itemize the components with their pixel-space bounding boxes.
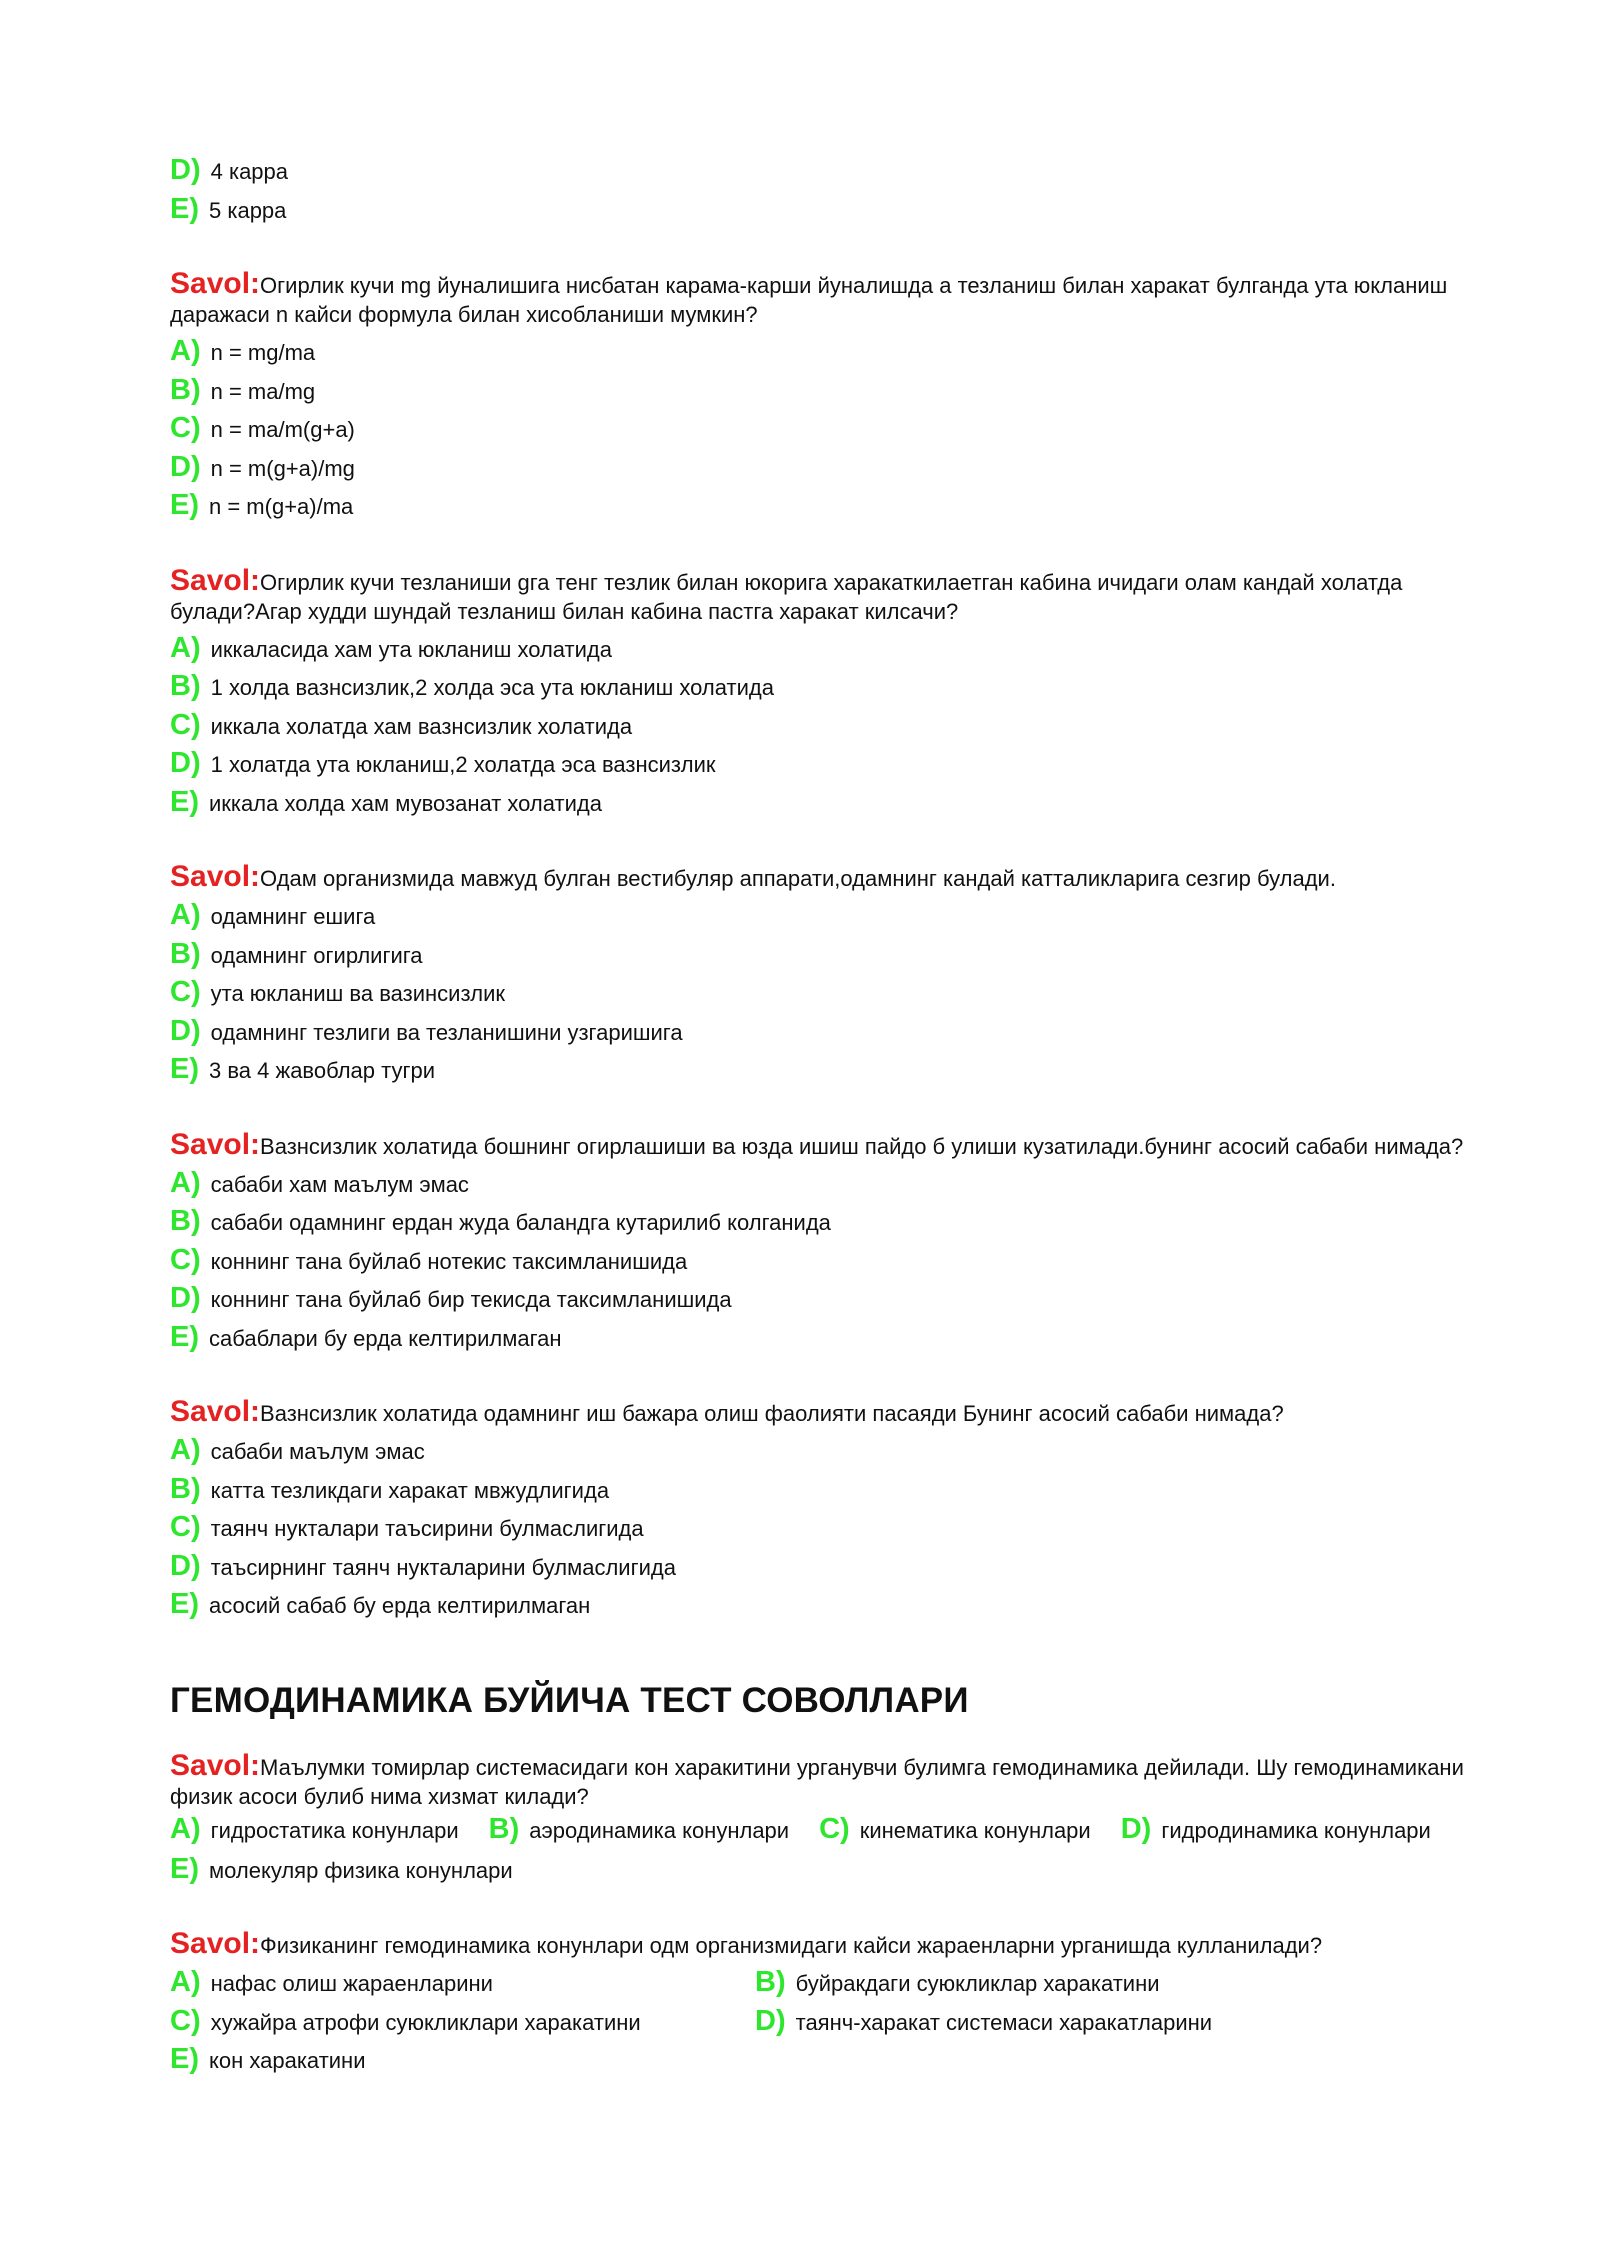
option-e <box>170 1851 1470 1890</box>
option-text: одамнинг тезлиги ва тезланишини узгаришига <box>210 1019 683 1045</box>
option-d <box>170 449 1470 488</box>
option-letter: A) <box>170 1434 201 1466</box>
inline-options <box>170 1812 1470 1845</box>
option-text: сабаби хам маълум эмас <box>210 1171 469 1197</box>
option-letter: D) <box>170 1014 201 1047</box>
option-letter: C) <box>170 708 201 741</box>
option-text: таъсирнинг таянч нукталарини булмаслигида <box>210 1554 676 1580</box>
option-letter: D) <box>170 1549 201 1582</box>
option-text: сабаби одамнинг ердан жуда баландга кутарилиб колганида <box>210 1210 831 1235</box>
option-letter: C) <box>170 412 201 444</box>
option-letter: B) <box>170 937 201 970</box>
option-text: иккаласида хам ута юкланиш холатида <box>210 636 612 662</box>
two-column-options <box>170 1964 1470 2041</box>
option-letter: E) <box>170 1588 199 1620</box>
savol-label: Savol: <box>170 860 261 893</box>
option-letter: C) <box>819 1812 850 1845</box>
option-letter: B) <box>755 1966 786 1998</box>
option-text: аэродинамика конунлари <box>529 1817 790 1843</box>
option-a <box>170 333 1470 372</box>
option-c <box>170 707 1470 746</box>
option-a <box>170 1812 459 1845</box>
option-d <box>170 152 1470 191</box>
option-a <box>170 630 1470 669</box>
option-d <box>170 745 1470 784</box>
option-letter: D) <box>170 747 201 779</box>
option-b <box>170 1471 1470 1510</box>
option-letter: D) <box>1120 1812 1152 1845</box>
option-text: асосий сабаб бу ерда келтирилмаган <box>209 1593 591 1618</box>
option-c <box>170 1509 1470 1548</box>
option-letter: A) <box>170 899 201 931</box>
option-c <box>170 410 1470 449</box>
option-text: ута юкланиш ва вазинсизлик <box>210 981 506 1006</box>
option-b <box>170 936 1470 975</box>
option-letter: E) <box>170 192 199 225</box>
question-text: Savol:Вазнсизлик холатида бошнинг огирлашиши ва юзда ишиш пайдо б улиши кузатилади.бунинг асосий сабаби нимада? <box>170 1127 1464 1161</box>
option-letter: A) <box>170 1966 201 1998</box>
option-text: n = m(g+a)/ma <box>209 494 354 519</box>
option-letter: B) <box>170 1205 201 1237</box>
question-text: Savol:Огирлик кучи mg йуналишига нисбатан карама-карши йуналишда a тезланиш билан харакат булганда ута юкланиш даражаси n кайси формула билан хисобланиши мумкин? <box>170 267 1448 327</box>
option-text: коннинг тана буйлаб нотекис таксимланишида <box>210 1248 688 1274</box>
option-e <box>170 784 1470 823</box>
option-text: буйракдаги суюкликлар харакатини <box>795 1971 1160 1996</box>
option-letter: D) <box>170 450 201 483</box>
option-b <box>170 372 1470 411</box>
option-d <box>170 1013 1470 1052</box>
option-text: сабаби маълум эмас <box>210 1439 425 1464</box>
option-letter: D) <box>755 2004 786 2037</box>
option-e <box>170 1051 1470 1090</box>
document-content <box>170 152 1470 2080</box>
question-text: Savol:Одам организмида мавжуд булган вестибуляр аппарати,одамнинг кандай катталикларига сезгир булади. <box>170 860 1336 893</box>
option-letter: E) <box>170 785 199 818</box>
option-text: таянч нукталари таъсирини булмаслигида <box>210 1516 644 1541</box>
option-c <box>170 2003 755 2042</box>
option-text: 5 карра <box>209 197 287 223</box>
option-letter: C) <box>170 976 201 1008</box>
option-text: 4 карра <box>210 159 289 184</box>
option-e <box>170 191 1470 230</box>
option-text: n = ma/mg <box>210 378 316 404</box>
option-letter: E) <box>170 489 199 521</box>
question-block <box>170 563 1470 823</box>
savol-label: Savol: <box>170 1927 261 1960</box>
question-text: Savol:Маълумки томирлар системасидаги кон харакитини урганувчи булимга гемодинамика дейилади. Шу гемодинамикани физик асоси булиб нима хизмат килади? <box>170 1748 1464 1809</box>
option-d <box>170 1280 1470 1319</box>
option-text: 1 холда вазнсизлик,2 холда эса ута юкланиш холатида <box>210 675 774 700</box>
option-text: 3 ва 4 жавоблар тугри <box>209 1058 436 1083</box>
option-letter: E) <box>170 1852 199 1885</box>
option-text: иккала холатда хам вазнсизлик холатида <box>210 713 633 739</box>
section-heading: ГЕМОДИНАМИКА БУЙИЧА ТЕСТ СОВОЛЛАРИ <box>170 1680 969 1720</box>
option-text: одамнинг огирлигига <box>210 942 423 968</box>
option-letter: B) <box>170 373 201 406</box>
option-letter: E) <box>170 2043 199 2075</box>
option-c <box>170 974 1470 1013</box>
option-text: кон харакатини <box>209 2048 366 2073</box>
option-letter: A) <box>170 335 201 367</box>
option-c <box>170 1242 1470 1281</box>
option-text: молекуляр физика конунлари <box>209 1857 513 1883</box>
question-block <box>170 1929 1470 2080</box>
option-letter: E) <box>170 1320 199 1353</box>
option-text: кинематика конунлари <box>859 1817 1091 1843</box>
option-letter: A) <box>170 1812 201 1845</box>
option-e <box>170 1586 1470 1625</box>
option-text: сабаблари бу ерда келтирилмаган <box>209 1325 562 1351</box>
option-text: хужайра атрофи суюкликлари харакатини <box>210 2009 641 2035</box>
question-text: Savol:Физиканинг гемодинамика конунлари одм организмидаги кайси жараенларни урганишда кулланилади? <box>170 1927 1323 1960</box>
question-text: Savol:Вазнсизлик холатида одамнинг иш бажара олиш фаолияти пасаяди Бунинг асосий сабаби нимада? <box>170 1395 1284 1428</box>
option-b <box>170 668 1470 707</box>
option-letter: C) <box>170 2004 201 2037</box>
option-c <box>819 1812 1091 1845</box>
option-text: одамнинг ешига <box>210 904 376 929</box>
option-text: n = mg/ma <box>210 340 316 365</box>
savol-label: Savol: <box>170 1127 261 1161</box>
option-letter: D) <box>170 1282 201 1314</box>
top-options <box>170 152 1470 229</box>
option-text: нафас олиш жараенларини <box>210 1971 493 1996</box>
option-e <box>170 2041 1470 2080</box>
option-a <box>170 1165 1470 1204</box>
option-text: иккала холда хам мувозанат холатида <box>209 790 602 816</box>
option-a <box>170 897 1470 936</box>
savol-label: Savol: <box>170 563 261 597</box>
question-block <box>170 1748 1470 1890</box>
option-b <box>755 1964 1355 2003</box>
option-b <box>488 1812 790 1845</box>
option-letter: A) <box>170 631 201 664</box>
option-text: катта тезликдаги харакат мвжудлигида <box>210 1477 610 1503</box>
option-letter: B) <box>170 1472 201 1505</box>
savol-label: Savol: <box>170 267 261 300</box>
question-block <box>170 862 1470 1090</box>
option-d <box>170 1548 1470 1587</box>
savol-label: Savol: <box>170 1748 261 1782</box>
option-letter: B) <box>170 670 201 702</box>
question-block <box>170 1127 1470 1358</box>
option-text: гидростатика конунлари <box>210 1817 459 1843</box>
option-letter: B) <box>488 1812 520 1845</box>
option-letter: A) <box>170 1166 201 1199</box>
option-text: n = m(g+a)/mg <box>210 455 355 481</box>
option-text: таянч-харакат системаси харакатларини <box>795 2009 1213 2035</box>
option-letter: D) <box>170 154 201 186</box>
question-block <box>170 269 1470 526</box>
option-d <box>755 2003 1355 2042</box>
option-text: гидродинамика конунлари <box>1161 1817 1431 1843</box>
option-b <box>170 1203 1470 1242</box>
option-text: 1 холатда ута юкланиш,2 холатда эса вазнсизлик <box>210 752 716 777</box>
option-letter: E) <box>170 1053 199 1085</box>
option-a <box>170 1964 755 2003</box>
option-e <box>170 1319 1470 1358</box>
option-letter: C) <box>170 1511 201 1543</box>
option-a <box>170 1432 1470 1471</box>
option-letter: C) <box>170 1243 201 1276</box>
option-text: n = ma/m(g+a) <box>210 417 355 442</box>
question-block <box>170 1397 1470 1625</box>
option-text: коннинг тана буйлаб бир текисда таксимланишида <box>210 1287 732 1312</box>
question-text: Savol:Огирлик кучи тезланиши gга тенг тезлик билан юкорига харакаткилаетган кабина ичидаги олам кандай холатда булади?Агар худди шундай тезланиш билан кабина пастга харакат килсачи? <box>170 563 1403 624</box>
option-d <box>1120 1812 1431 1845</box>
option-e <box>170 487 1470 526</box>
savol-label: Savol: <box>170 1395 261 1428</box>
